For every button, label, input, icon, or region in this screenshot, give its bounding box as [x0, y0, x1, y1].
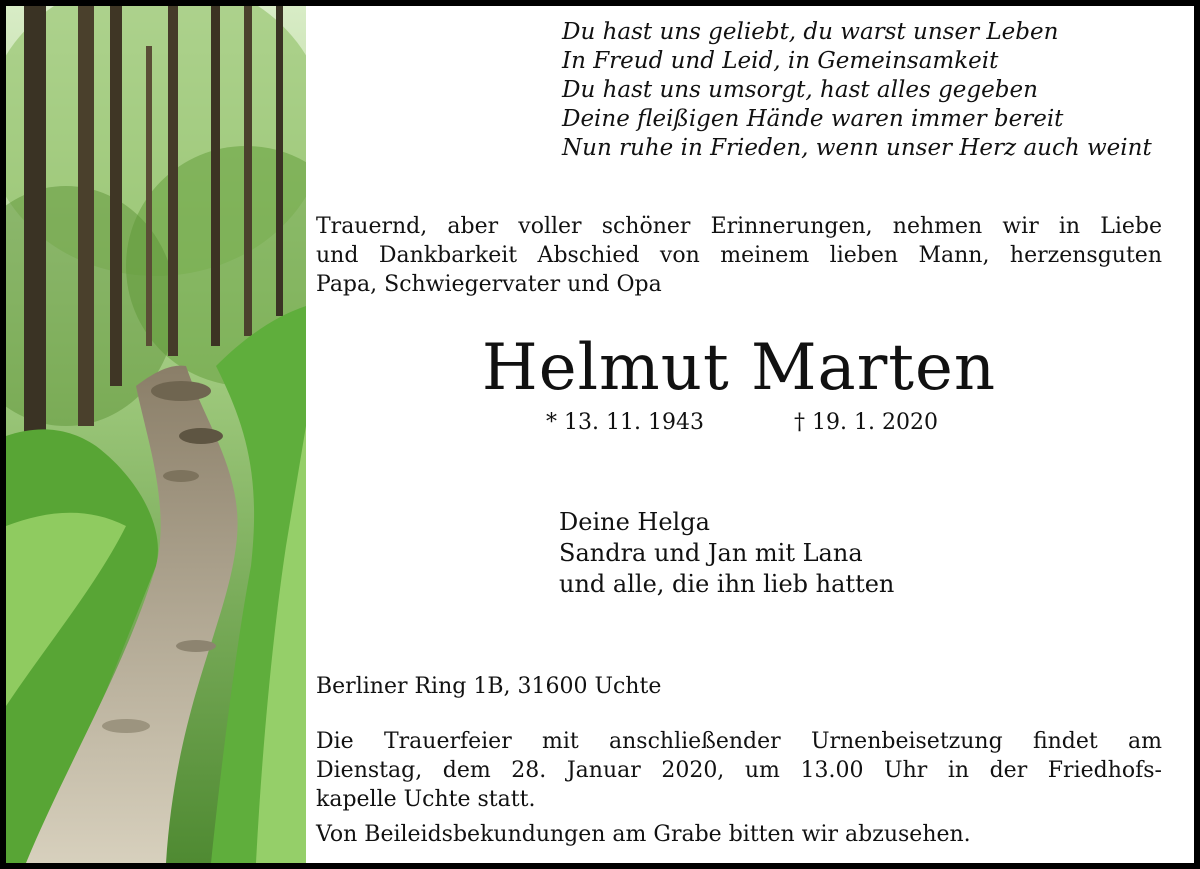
- poem: [562, 18, 1182, 163]
- poem-line: Deine fleißigen Hände waren immer bereit: [562, 106, 1064, 132]
- life-dates: [546, 408, 1006, 438]
- notice-line: Dienstag, dem 28. Januar 2020, um 13.00 Uhr in der Friedhofs-: [316, 758, 1162, 783]
- intro-text: [316, 212, 1162, 299]
- funeral-notice: [316, 727, 1162, 814]
- deceased-name: Helmut Marten: [481, 331, 997, 405]
- obituary-inner: [6, 6, 1194, 863]
- poem-line: Du hast uns geliebt, du warst unser Leben: [562, 19, 1059, 45]
- death-date: † 19. 1. 2020: [794, 410, 938, 435]
- obituary-text: [316, 6, 1162, 863]
- condolence-note: Von Beileidsbekundungen am Grabe bitten wir abzusehen.: [316, 822, 971, 847]
- intro-line: und Dankbarkeit Abschied von meinem lieben Mann, herzensguten: [316, 243, 1162, 268]
- address: Berliner Ring 1B, 31600 Uchte: [316, 674, 662, 699]
- poem-line: In Freud und Leid, in Gemeinsamkeit: [562, 48, 999, 74]
- family-line: Deine Helga: [559, 508, 710, 536]
- forest-path-photo: [6, 6, 306, 863]
- notice-line: Die Trauerfeier mit anschließender Urnenbeisetzung findet am: [316, 729, 1162, 754]
- family-line: und alle, die ihn lieb hatten: [559, 570, 895, 598]
- family-signature: [559, 507, 1059, 600]
- poem-line: Du hast uns umsorgt, hast alles gegeben: [562, 77, 1038, 103]
- poem-line: Nun ruhe in Frieden, wenn unser Herz auch weint: [562, 135, 1152, 161]
- intro-line: Trauernd, aber voller schöner Erinnerungen, nehmen wir in Liebe: [316, 214, 1162, 239]
- birth-date: * 13. 11. 1943: [546, 410, 704, 435]
- notice-line: kapelle Uchte statt.: [316, 787, 536, 812]
- family-line: Sandra und Jan mit Lana: [559, 539, 863, 567]
- intro-line: Papa, Schwiegervater und Opa: [316, 272, 662, 297]
